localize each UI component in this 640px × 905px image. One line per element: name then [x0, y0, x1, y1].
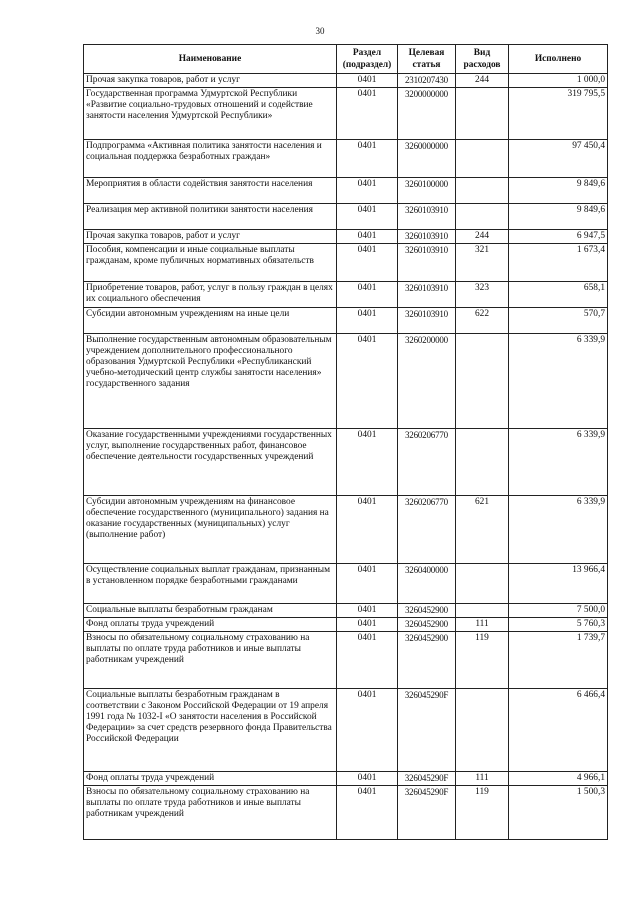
header-done: Исполнено [509, 45, 608, 74]
table-row [84, 230, 608, 244]
cell-name: Осуществление социальных выплат гражданам, признанным в установленном порядке безработными гражданами [84, 564, 337, 604]
cell-type [456, 178, 509, 204]
cell-name: Фонд оплаты труда учреждений [84, 772, 337, 786]
cell-section: 0401 [337, 689, 398, 772]
cell-type: 323 [456, 282, 509, 308]
cell-done: 6 466,4 [509, 689, 608, 772]
cell-section: 0401 [337, 429, 398, 496]
cell-section: 0401 [337, 564, 398, 604]
cell-done: 4 966,1 [509, 772, 608, 786]
table-row [84, 204, 608, 230]
cell-type: 111 [456, 618, 509, 632]
cell-section: 0401 [337, 230, 398, 244]
cell-done: 570,7 [509, 308, 608, 334]
cell-article: 3260103910 [398, 204, 456, 230]
cell-section: 0401 [337, 632, 398, 689]
cell-done: 1 000,0 [509, 74, 608, 88]
cell-article: 3260206770 [398, 496, 456, 564]
header-name: Наименование [84, 45, 337, 74]
cell-done: 1 673,4 [509, 244, 608, 282]
cell-article: 3260400000 [398, 564, 456, 604]
cell-done: 658,1 [509, 282, 608, 308]
cell-done: 97 450,4 [509, 140, 608, 178]
cell-name: Фонд оплаты труда учреждений [84, 618, 337, 632]
table-row [84, 282, 608, 308]
cell-article: 3260200000 [398, 334, 456, 429]
header-article: Целевая статья [398, 45, 456, 74]
cell-name: Взносы по обязательному социальному страхованию на выплаты по оплате труда работников и иные выплаты работникам учреждений [84, 632, 337, 689]
cell-type [456, 429, 509, 496]
cell-done: 6 339,9 [509, 334, 608, 429]
table-row [84, 772, 608, 786]
cell-article: 3260103910 [398, 308, 456, 334]
cell-done: 6 339,9 [509, 496, 608, 564]
cell-article: 3200000000 [398, 88, 456, 140]
cell-article: 3260452900 [398, 632, 456, 689]
table-row [84, 632, 608, 689]
cell-name: Государственная программа Удмуртской Республики «Развитие социально-трудовых отношений и содействие занятости населения Удмуртской Республики» [84, 88, 337, 140]
cell-name: Подпрограмма «Активная политика занятости населения и социальная поддержка безработных граждан» [84, 140, 337, 178]
table-row [84, 564, 608, 604]
cell-section: 0401 [337, 74, 398, 88]
cell-done: 9 849,6 [509, 204, 608, 230]
cell-done: 1 739,7 [509, 632, 608, 689]
cell-article: 3260103910 [398, 282, 456, 308]
cell-type: 111 [456, 772, 509, 786]
cell-section: 0401 [337, 88, 398, 140]
cell-section: 0401 [337, 178, 398, 204]
cell-done: 5 760,3 [509, 618, 608, 632]
cell-section: 0401 [337, 308, 398, 334]
table-row [84, 786, 608, 840]
cell-type: 119 [456, 632, 509, 689]
cell-name: Пособия, компенсации и иные социальные выплаты гражданам, кроме публичных нормативных обязательств [84, 244, 337, 282]
cell-type [456, 334, 509, 429]
cell-name: Реализация мер активной политики занятости населения [84, 204, 337, 230]
table-row [84, 244, 608, 282]
cell-name: Взносы по обязательному социальному страхованию на выплаты по оплате труда работников и иные выплаты работникам учреждений [84, 786, 337, 840]
cell-section: 0401 [337, 334, 398, 429]
cell-section: 0401 [337, 140, 398, 178]
cell-type [456, 204, 509, 230]
cell-type: 244 [456, 74, 509, 88]
cell-type: 622 [456, 308, 509, 334]
cell-type [456, 604, 509, 618]
cell-name: Социальные выплаты безработным гражданам [84, 604, 337, 618]
cell-name: Прочая закупка товаров, работ и услуг [84, 74, 337, 88]
header-type: Вид расходов [456, 45, 509, 74]
cell-name: Выполнение государственным автономным образовательным учреждением дополнительного профессионального образования Удмуртской Республики «Республиканский учебно-методический центр службы занятости населения» государственного задания [84, 334, 337, 429]
cell-name: Прочая закупка товаров, работ и услуг [84, 230, 337, 244]
cell-type: 621 [456, 496, 509, 564]
table-row [84, 140, 608, 178]
cell-type [456, 88, 509, 140]
cell-section: 0401 [337, 604, 398, 618]
cell-article: 3260100000 [398, 178, 456, 204]
table-row [84, 74, 608, 88]
cell-section: 0401 [337, 496, 398, 564]
table-row [84, 178, 608, 204]
table-row [84, 429, 608, 496]
cell-name: Субсидии автономным учреждениям на финансовое обеспечение государственного (муниципального) задания на оказание государственных (муниципальных) услуг (выполнение работ) [84, 496, 337, 564]
cell-article: 3260206770 [398, 429, 456, 496]
cell-name: Субсидии автономным учреждениям на иные цели [84, 308, 337, 334]
cell-name: Оказание государственными учреждениями государственных услуг, выполнение государственных работ, финансовое обеспечение деятельности государственных учреждений [84, 429, 337, 496]
table-row [84, 689, 608, 772]
cell-type [456, 689, 509, 772]
cell-done: 1 500,3 [509, 786, 608, 840]
cell-section: 0401 [337, 618, 398, 632]
cell-section: 0401 [337, 786, 398, 840]
table-row [84, 308, 608, 334]
table-row [84, 604, 608, 618]
cell-article: 3260000000 [398, 140, 456, 178]
cell-name: Приобретение товаров, работ, услуг в пользу граждан в целях их социального обеспечения [84, 282, 337, 308]
cell-type: 244 [456, 230, 509, 244]
page-number: 30 [315, 26, 325, 36]
cell-article: 326045290F [398, 786, 456, 840]
cell-article: 3260452900 [398, 604, 456, 618]
cell-article: 2310207430 [398, 74, 456, 88]
cell-article: 326045290F [398, 772, 456, 786]
cell-done: 6 947,5 [509, 230, 608, 244]
budget-table [83, 44, 608, 840]
cell-done: 319 795,5 [509, 88, 608, 140]
table-body [84, 74, 608, 840]
cell-section: 0401 [337, 204, 398, 230]
header-section: Раздел (подраздел) [337, 45, 398, 74]
table-row [84, 88, 608, 140]
cell-name: Социальные выплаты безработным гражданам в соответствии с Законом Российской Федерации от 19 апреля 1991 года № 1032-I «О занятости населения в Российской Федерации» за счет средств резервного фонда Правительства Российской Федерации [84, 689, 337, 772]
table-row [84, 618, 608, 632]
cell-done: 7 500,0 [509, 604, 608, 618]
cell-article: 3260103910 [398, 230, 456, 244]
cell-section: 0401 [337, 244, 398, 282]
cell-section: 0401 [337, 282, 398, 308]
cell-article: 3260452900 [398, 618, 456, 632]
cell-article: 326045290F [398, 689, 456, 772]
cell-done: 6 339,9 [509, 429, 608, 496]
cell-type: 119 [456, 786, 509, 840]
cell-type [456, 564, 509, 604]
table-header-row [84, 45, 608, 74]
cell-type: 321 [456, 244, 509, 282]
table-row [84, 496, 608, 564]
cell-done: 13 966,4 [509, 564, 608, 604]
cell-type [456, 140, 509, 178]
cell-article: 3260103910 [398, 244, 456, 282]
cell-name: Мероприятия в области содействия занятости населения [84, 178, 337, 204]
table-row [84, 334, 608, 429]
cell-section: 0401 [337, 772, 398, 786]
cell-done: 9 849,6 [509, 178, 608, 204]
